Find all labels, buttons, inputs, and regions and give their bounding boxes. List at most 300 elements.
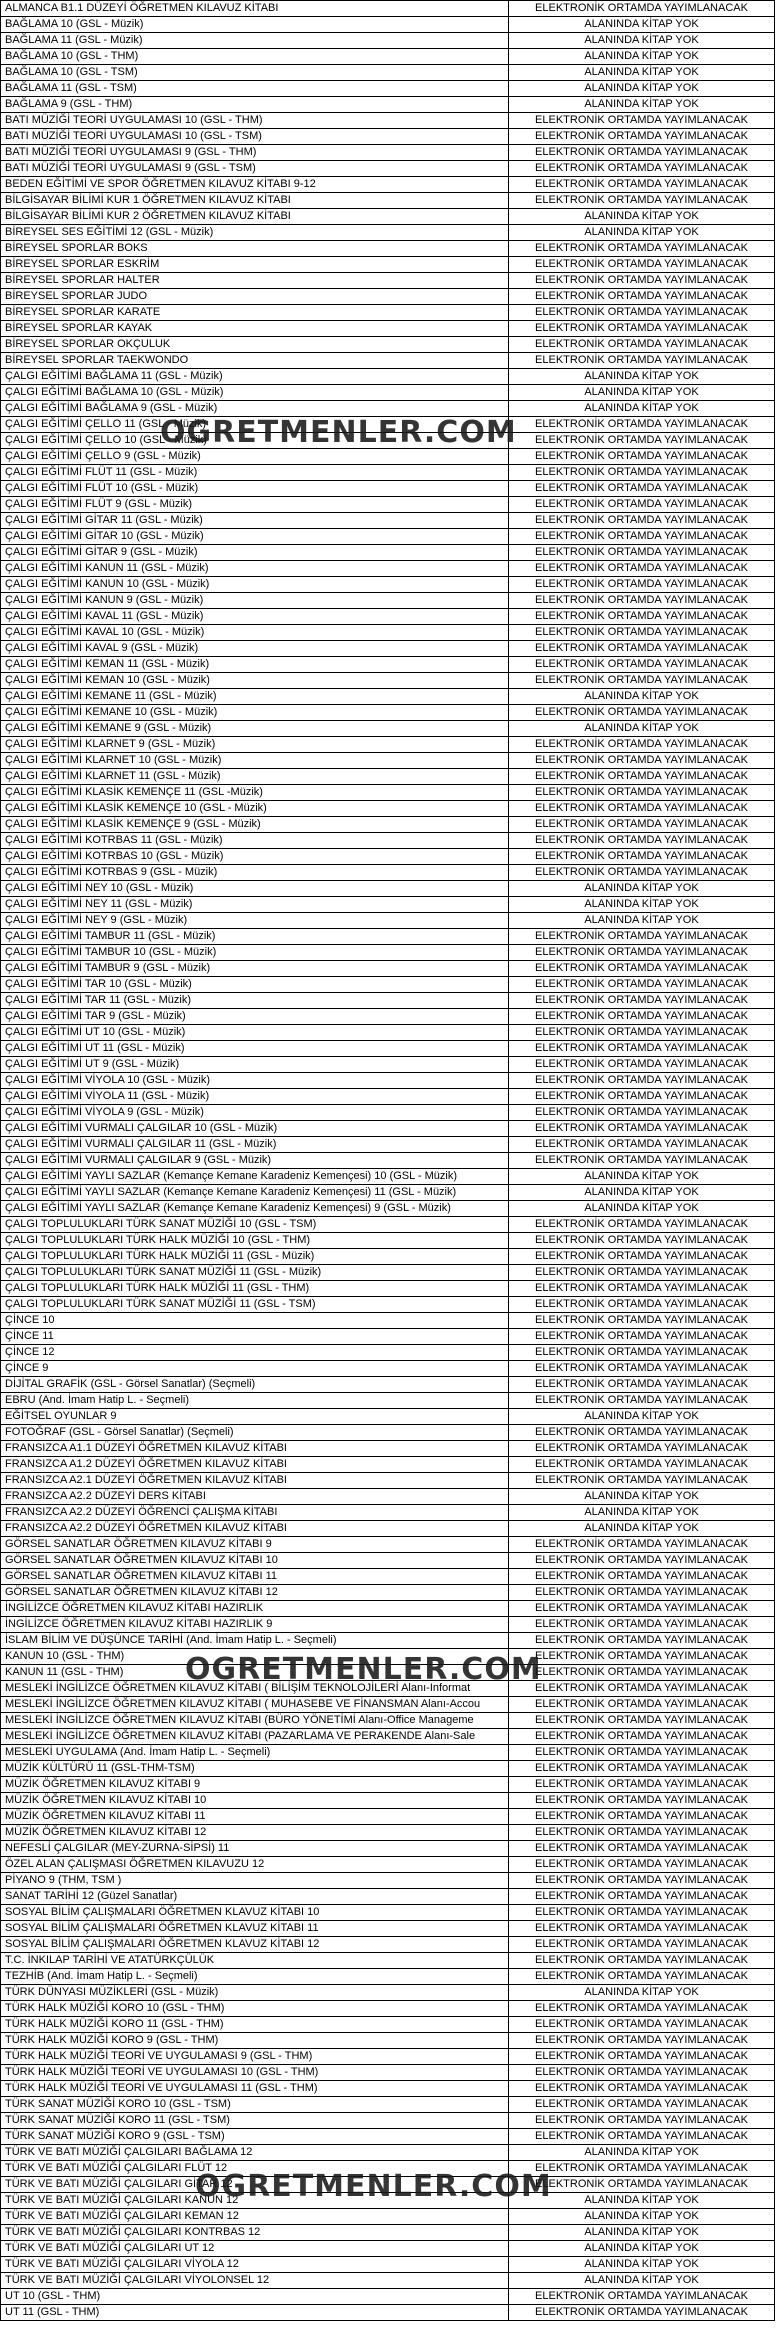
- status-cell: ALANINDA KİTAP YOK: [509, 2225, 775, 2241]
- table-row: [1, 1521, 775, 1537]
- table-row: [1, 753, 775, 769]
- book-title-cell: TÜRK SANAT MÜZİĞİ KORO 9 (GSL - TSM): [1, 2129, 509, 2145]
- book-title-cell: PİYANO 9 (THM, TSM ): [1, 1873, 509, 1889]
- status-cell: ELEKTRONİK ORTAMDA YAYIMLANACAK: [509, 193, 775, 209]
- book-title-cell: ÇALGI EĞİTİMİ FLÜT 9 (GSL - Müzik): [1, 497, 509, 513]
- book-title-cell: BATI MÜZİĞİ TEORİ UYGULAMASI 9 (GSL - THM): [1, 145, 509, 161]
- book-title-cell: BATI MÜZİĞİ TEORİ UYGULAMASI 9 (GSL - TSM): [1, 161, 509, 177]
- table-row: [1, 2129, 775, 2145]
- book-title-cell: FRANSIZCA A2.2 DÜZEYİ ÖĞRETMEN KILAVUZ KİTABI: [1, 1521, 509, 1537]
- book-title-cell: ÇALGI EĞİTİMİ KLASİK KEMENÇE 11 (GSL -Müzik): [1, 785, 509, 801]
- status-cell: ELEKTRONİK ORTAMDA YAYIMLANACAK: [509, 2177, 775, 2193]
- table-row: [1, 257, 775, 273]
- table-row: [1, 1569, 775, 1585]
- status-cell: ELEKTRONİK ORTAMDA YAYIMLANACAK: [509, 1377, 775, 1393]
- table-row: [1, 1057, 775, 1073]
- status-cell: ELEKTRONİK ORTAMDA YAYIMLANACAK: [509, 1617, 775, 1633]
- table-row: [1, 1953, 775, 1969]
- book-title-cell: ÇALGI EĞİTİMİ NEY 10 (GSL - Müzik): [1, 881, 509, 897]
- table-row: [1, 497, 775, 513]
- book-title-cell: İNGİLİZCE ÖĞRETMEN KILAVUZ KİTABI HAZIRLIK 9: [1, 1617, 509, 1633]
- table-row: [1, 145, 775, 161]
- table-row: [1, 1313, 775, 1329]
- status-cell: ELEKTRONİK ORTAMDA YAYIMLANACAK: [509, 113, 775, 129]
- status-cell: ELEKTRONİK ORTAMDA YAYIMLANACAK: [509, 1441, 775, 1457]
- table-row: [1, 673, 775, 689]
- table-row: [1, 977, 775, 993]
- table-row: [1, 1009, 775, 1025]
- status-cell: ALANINDA KİTAP YOK: [509, 65, 775, 81]
- table-row: [1, 577, 775, 593]
- table-row: [1, 1153, 775, 1169]
- table-row: [1, 913, 775, 929]
- status-cell: ELEKTRONİK ORTAMDA YAYIMLANACAK: [509, 1601, 775, 1617]
- book-title-cell: ÇALGI EĞİTİMİ UT 10 (GSL - Müzik): [1, 1025, 509, 1041]
- book-title-cell: ÇALGI EĞİTİMİ VİYOLA 9 (GSL - Müzik): [1, 1105, 509, 1121]
- table-row: [1, 401, 775, 417]
- table-row: [1, 801, 775, 817]
- status-cell: ELEKTRONİK ORTAMDA YAYIMLANACAK: [509, 129, 775, 145]
- table-body: [1, 1, 775, 2321]
- book-title-cell: TÜRK VE BATI MÜZİĞİ ÇALGILARI VİYOLA 12: [1, 2257, 509, 2273]
- status-cell: ALANINDA KİTAP YOK: [509, 2257, 775, 2273]
- table-row: [1, 1185, 775, 1201]
- status-cell: ELEKTRONİK ORTAMDA YAYIMLANACAK: [509, 1793, 775, 1809]
- table-row: [1, 273, 775, 289]
- table-row: [1, 2193, 775, 2209]
- book-title-cell: TÜRK VE BATI MÜZİĞİ ÇALGILARI UT 12: [1, 2241, 509, 2257]
- status-cell: ELEKTRONİK ORTAMDA YAYIMLANACAK: [509, 1905, 775, 1921]
- table-row: [1, 1233, 775, 1249]
- book-title-cell: ÇALGI EĞİTİMİ KEMANE 10 (GSL - Müzik): [1, 705, 509, 721]
- table-row: [1, 1169, 775, 1185]
- book-title-cell: ALMANCA B1.1 DÜZEYİ ÖĞRETMEN KILAVUZ KİTABI: [1, 1, 509, 17]
- book-title-cell: EĞİTSEL OYUNLAR 9: [1, 1409, 509, 1425]
- status-cell: ELEKTRONİK ORTAMDA YAYIMLANACAK: [509, 465, 775, 481]
- status-cell: ELEKTRONİK ORTAMDA YAYIMLANACAK: [509, 1777, 775, 1793]
- table-row: [1, 1537, 775, 1553]
- book-title-cell: ÇALGI EĞİTİMİ BAĞLAMA 11 (GSL - Müzik): [1, 369, 509, 385]
- status-cell: ELEKTRONİK ORTAMDA YAYIMLANACAK: [509, 1729, 775, 1745]
- table-row: [1, 481, 775, 497]
- status-cell: ELEKTRONİK ORTAMDA YAYIMLANACAK: [509, 1809, 775, 1825]
- table-row: [1, 849, 775, 865]
- status-cell: ELEKTRONİK ORTAMDA YAYIMLANACAK: [509, 1921, 775, 1937]
- status-cell: ALANINDA KİTAP YOK: [509, 721, 775, 737]
- book-title-cell: BATI MÜZİĞİ TEORİ UYGULAMASI 10 (GSL - THM): [1, 113, 509, 129]
- status-cell: ELEKTRONİK ORTAMDA YAYIMLANACAK: [509, 2017, 775, 2033]
- table-row: [1, 1137, 775, 1153]
- book-title-cell: TÜRK HALK MÜZİĞİ KORO 9 (GSL - THM): [1, 2033, 509, 2049]
- status-cell: ALANINDA KİTAP YOK: [509, 1985, 775, 2001]
- book-title-cell: BAĞLAMA 10 (GSL - THM): [1, 49, 509, 65]
- status-cell: ELEKTRONİK ORTAMDA YAYIMLANACAK: [509, 977, 775, 993]
- book-title-cell: TÜRK VE BATI MÜZİĞİ ÇALGILARI BAĞLAMA 12: [1, 2145, 509, 2161]
- table-row: [1, 1969, 775, 1985]
- status-cell: ELEKTRONİK ORTAMDA YAYIMLANACAK: [509, 609, 775, 625]
- table-row: [1, 385, 775, 401]
- table-row: [1, 561, 775, 577]
- table-row: [1, 2097, 775, 2113]
- table-row: [1, 65, 775, 81]
- status-cell: ELEKTRONİK ORTAMDA YAYIMLANACAK: [509, 1057, 775, 1073]
- status-cell: ELEKTRONİK ORTAMDA YAYIMLANACAK: [509, 2033, 775, 2049]
- book-title-cell: ÇALGI EĞİTİMİ KEMANE 9 (GSL - Müzik): [1, 721, 509, 737]
- book-title-cell: BAĞLAMA 10 (GSL - Müzik): [1, 17, 509, 33]
- table-row: [1, 1873, 775, 1889]
- book-title-cell: ÇALGI EĞİTİMİ VİYOLA 10 (GSL - Müzik): [1, 1073, 509, 1089]
- table-row: [1, 1, 775, 17]
- table-row: [1, 1041, 775, 1057]
- book-title-cell: ÇALGI EĞİTİMİ KOTRBAS 11 (GSL - Müzik): [1, 833, 509, 849]
- watermark: OGRETMENLER.COM: [160, 415, 517, 450]
- table-row: [1, 529, 775, 545]
- book-title-cell: BAĞLAMA 9 (GSL - THM): [1, 97, 509, 113]
- status-cell: ALANINDA KİTAP YOK: [509, 2145, 775, 2161]
- status-cell: ELEKTRONİK ORTAMDA YAYIMLANACAK: [509, 705, 775, 721]
- book-title-cell: ÇALGI EĞİTİMİ TAR 10 (GSL - Müzik): [1, 977, 509, 993]
- table-row: [1, 1825, 775, 1841]
- book-title-cell: TÜRK HALK MÜZİĞİ TEORİ VE UYGULAMASI 9 (GSL - THM): [1, 2049, 509, 2065]
- table-row: [1, 1697, 775, 1713]
- table-row: [1, 1361, 775, 1377]
- book-title-cell: KANUN 11 (GSL - THM): [1, 1665, 509, 1681]
- status-cell: ELEKTRONİK ORTAMDA YAYIMLANACAK: [509, 2305, 775, 2321]
- book-title-cell: MÜZİK ÖĞRETMEN KILAVUZ KİTABI 11: [1, 1809, 509, 1825]
- book-title-cell: ÇALGI TOPLULUKLARI TÜRK SANAT MÜZİĞİ 11 (GSL - TSM): [1, 1297, 509, 1313]
- book-title-cell: MÜZİK ÖĞRETMEN KILAVUZ KİTABI 9: [1, 1777, 509, 1793]
- book-title-cell: BAĞLAMA 11 (GSL - TSM): [1, 81, 509, 97]
- book-title-cell: SOSYAL BİLİM ÇALIŞMALARI ÖĞRETMEN KLAVUZ KİTABI 10: [1, 1905, 509, 1921]
- status-cell: ELEKTRONİK ORTAMDA YAYIMLANACAK: [509, 513, 775, 529]
- status-cell: ELEKTRONİK ORTAMDA YAYIMLANACAK: [509, 1585, 775, 1601]
- book-title-cell: ÇALGI EĞİTİMİ TAMBUR 11 (GSL - Müzik): [1, 929, 509, 945]
- status-cell: ELEKTRONİK ORTAMDA YAYIMLANACAK: [509, 2161, 775, 2177]
- book-title-cell: ÇALGI EĞİTİMİ ÇELLO 9 (GSL - Müzik): [1, 449, 509, 465]
- status-cell: ELEKTRONİK ORTAMDA YAYIMLANACAK: [509, 1297, 775, 1313]
- status-cell: ELEKTRONİK ORTAMDA YAYIMLANACAK: [509, 1361, 775, 1377]
- book-title-cell: MESLEKİ UYGULAMA (And. İmam Hatip L. - Seçmeli): [1, 1745, 509, 1761]
- table-row: [1, 593, 775, 609]
- status-cell: ELEKTRONİK ORTAMDA YAYIMLANACAK: [509, 1473, 775, 1489]
- status-cell: ALANINDA KİTAP YOK: [509, 49, 775, 65]
- status-cell: ELEKTRONİK ORTAMDA YAYIMLANACAK: [509, 433, 775, 449]
- table-row: [1, 769, 775, 785]
- status-cell: ELEKTRONİK ORTAMDA YAYIMLANACAK: [509, 1153, 775, 1169]
- status-cell: ELEKTRONİK ORTAMDA YAYIMLANACAK: [509, 2001, 775, 2017]
- status-cell: ELEKTRONİK ORTAMDA YAYIMLANACAK: [509, 1569, 775, 1585]
- table-row: [1, 177, 775, 193]
- book-title-cell: ÇALGI EĞİTİMİ BAĞLAMA 9 (GSL - Müzik): [1, 401, 509, 417]
- status-cell: ELEKTRONİK ORTAMDA YAYIMLANACAK: [509, 1025, 775, 1041]
- status-cell: ELEKTRONİK ORTAMDA YAYIMLANACAK: [509, 961, 775, 977]
- table-row: [1, 1841, 775, 1857]
- book-title-cell: TÜRK VE BATI MÜZİĞİ ÇALGILARI KEMAN 12: [1, 2209, 509, 2225]
- table-row: [1, 1505, 775, 1521]
- status-cell: ELEKTRONİK ORTAMDA YAYIMLANACAK: [509, 993, 775, 1009]
- status-cell: ALANINDA KİTAP YOK: [509, 1505, 775, 1521]
- status-cell: ELEKTRONİK ORTAMDA YAYIMLANACAK: [509, 1857, 775, 1873]
- book-title-cell: SOSYAL BİLİM ÇALIŞMALARI ÖĞRETMEN KLAVUZ KİTABI 11: [1, 1921, 509, 1937]
- book-title-cell: T.C. İNKILAP TARİHİ VE ATATÜRKÇÜLÜK: [1, 1953, 509, 1969]
- table-row: [1, 2017, 775, 2033]
- status-cell: ELEKTRONİK ORTAMDA YAYIMLANACAK: [509, 865, 775, 881]
- book-title-cell: ÇALGI EĞİTİMİ KEMAN 10 (GSL - Müzik): [1, 673, 509, 689]
- status-cell: ALANINDA KİTAP YOK: [509, 2273, 775, 2289]
- table-row: [1, 2113, 775, 2129]
- table-row: [1, 1105, 775, 1121]
- table-row: [1, 2273, 775, 2289]
- status-cell: ELEKTRONİK ORTAMDA YAYIMLANACAK: [509, 1537, 775, 1553]
- table-row: [1, 2001, 775, 2017]
- table-row: [1, 513, 775, 529]
- book-title-cell: BİREYSEL SPORLAR KAYAK: [1, 321, 509, 337]
- status-cell: ELEKTRONİK ORTAMDA YAYIMLANACAK: [509, 785, 775, 801]
- status-cell: ELEKTRONİK ORTAMDA YAYIMLANACAK: [509, 1009, 775, 1025]
- status-cell: ELEKTRONİK ORTAMDA YAYIMLANACAK: [509, 1697, 775, 1713]
- book-title-cell: KANUN 10 (GSL - THM): [1, 1649, 509, 1665]
- book-title-cell: ÇİNCE 10: [1, 1313, 509, 1329]
- status-cell: ALANINDA KİTAP YOK: [509, 209, 775, 225]
- book-title-cell: BATI MÜZİĞİ TEORİ UYGULAMASI 10 (GSL - TSM): [1, 129, 509, 145]
- status-cell: ELEKTRONİK ORTAMDA YAYIMLANACAK: [509, 1665, 775, 1681]
- table-row: [1, 929, 775, 945]
- table-row: [1, 33, 775, 49]
- book-title-cell: ÇALGI EĞİTİMİ TAMBUR 9 (GSL - Müzik): [1, 961, 509, 977]
- book-title-cell: ÇALGI EĞİTİMİ BAĞLAMA 10 (GSL - Müzik): [1, 385, 509, 401]
- table-row: [1, 945, 775, 961]
- status-cell: ELEKTRONİK ORTAMDA YAYIMLANACAK: [509, 2097, 775, 2113]
- book-title-cell: ÇALGI EĞİTİMİ ÇELLO 10 (GSL - Müzik): [1, 433, 509, 449]
- book-title-cell: ÇALGI EĞİTİMİ KANUN 9 (GSL - Müzik): [1, 593, 509, 609]
- book-title-cell: ÇALGI EĞİTİMİ GİTAR 10 (GSL - Müzik): [1, 529, 509, 545]
- book-title-cell: BİREYSEL SPORLAR TAEKWONDO: [1, 353, 509, 369]
- book-title-cell: ÇALGI EĞİTİMİ VURMALI ÇALGILAR 9 (GSL - Müzik): [1, 1153, 509, 1169]
- table-row: [1, 737, 775, 753]
- book-title-cell: BİREYSEL SPORLAR JUDO: [1, 289, 509, 305]
- table-row: [1, 289, 775, 305]
- table-row: [1, 2305, 775, 2321]
- book-title-cell: ÇALGI EĞİTİMİ YAYLI SAZLAR (Kemançe Kemane Karadeniz Kemençesi) 10 (GSL - Müzik): [1, 1169, 509, 1185]
- book-title-cell: ÇALGI EĞİTİMİ TAR 9 (GSL - Müzik): [1, 1009, 509, 1025]
- book-title-cell: BİREYSEL SPORLAR ESKRİM: [1, 257, 509, 273]
- status-cell: ALANINDA KİTAP YOK: [509, 1409, 775, 1425]
- status-cell: ELEKTRONİK ORTAMDA YAYIMLANACAK: [509, 481, 775, 497]
- table-row: [1, 1089, 775, 1105]
- book-title-cell: MÜZİK ÖĞRETMEN KILAVUZ KİTABI 10: [1, 1793, 509, 1809]
- status-cell: ALANINDA KİTAP YOK: [509, 1185, 775, 1201]
- book-title-cell: ÇALGI EĞİTİMİ KANUN 10 (GSL - Müzik): [1, 577, 509, 593]
- book-title-cell: BİLGİSAYAR BİLİMİ KUR 1 ÖĞRETMEN KILAVUZ KİTABI: [1, 193, 509, 209]
- table-row: [1, 2033, 775, 2049]
- status-cell: ALANINDA KİTAP YOK: [509, 2241, 775, 2257]
- status-cell: ELEKTRONİK ORTAMDA YAYIMLANACAK: [509, 1553, 775, 1569]
- table-row: [1, 865, 775, 881]
- table-row: [1, 1281, 775, 1297]
- status-cell: ELEKTRONİK ORTAMDA YAYIMLANACAK: [509, 1969, 775, 1985]
- status-cell: ELEKTRONİK ORTAMDA YAYIMLANACAK: [509, 1121, 775, 1137]
- status-cell: ELEKTRONİK ORTAMDA YAYIMLANACAK: [509, 305, 775, 321]
- table-row: [1, 1889, 775, 1905]
- book-title-cell: ÇALGI EĞİTİMİ KLARNET 10 (GSL - Müzik): [1, 753, 509, 769]
- book-title-cell: ÇALGI EĞİTİMİ UT 9 (GSL - Müzik): [1, 1057, 509, 1073]
- status-cell: ELEKTRONİK ORTAMDA YAYIMLANACAK: [509, 1105, 775, 1121]
- book-title-cell: TÜRK VE BATI MÜZİĞİ ÇALGILARI KANUN 12: [1, 2193, 509, 2209]
- status-cell: ELEKTRONİK ORTAMDA YAYIMLANACAK: [509, 2065, 775, 2081]
- table-row: [1, 1297, 775, 1313]
- status-cell: ELEKTRONİK ORTAMDA YAYIMLANACAK: [509, 529, 775, 545]
- book-title-cell: BİREYSEL SPORLAR HALTER: [1, 273, 509, 289]
- book-title-cell: ÇALGI EĞİTİMİ VURMALI ÇALGILAR 10 (GSL - Müzik): [1, 1121, 509, 1137]
- status-cell: ELEKTRONİK ORTAMDA YAYIMLANACAK: [509, 1649, 775, 1665]
- book-title-cell: GÖRSEL SANATLAR ÖĞRETMEN KILAVUZ KİTABI 10: [1, 1553, 509, 1569]
- status-cell: ELEKTRONİK ORTAMDA YAYIMLANACAK: [509, 1841, 775, 1857]
- book-title-cell: TEZHİB (And. İmam Hatip L. - Seçmeli): [1, 1969, 509, 1985]
- table-row: [1, 353, 775, 369]
- table-row: [1, 1121, 775, 1137]
- table-row: [1, 1745, 775, 1761]
- status-cell: ELEKTRONİK ORTAMDA YAYIMLANACAK: [509, 161, 775, 177]
- book-title-cell: MÜZİK ÖĞRETMEN KILAVUZ KİTABI 12: [1, 1825, 509, 1841]
- table-row: [1, 417, 775, 433]
- book-title-cell: ÇALGI TOPLULUKLARI TÜRK HALK MÜZİĞİ 11 (GSL - THM): [1, 1281, 509, 1297]
- table-row: [1, 1937, 775, 1953]
- table-row: [1, 2257, 775, 2273]
- book-title-cell: EBRU (And. İmam Hatip L. - Seçmeli): [1, 1393, 509, 1409]
- table-row: [1, 2145, 775, 2161]
- book-title-cell: ÇALGI TOPLULUKLARI TÜRK HALK MÜZİĞİ 10 (GSL - THM): [1, 1233, 509, 1249]
- table-row: [1, 609, 775, 625]
- book-title-cell: MESLEKİ İNGİLİZCE ÖĞRETMEN KILAVUZ KİTABI ( BİLİŞİM TEKNOLOJİLERİ Alanı-Informat: [1, 1681, 509, 1697]
- status-cell: ELEKTRONİK ORTAMDA YAYIMLANACAK: [509, 1137, 775, 1153]
- table-row: [1, 1393, 775, 1409]
- watermark: OGRETMENLER.COM: [195, 2169, 552, 2204]
- book-title-cell: ÇALGI TOPLULUKLARI TÜRK SANAT MÜZİĞİ 10 (GSL - TSM): [1, 1217, 509, 1233]
- book-title-cell: TÜRK SANAT MÜZİĞİ KORO 10 (GSL - TSM): [1, 2097, 509, 2113]
- status-cell: ELEKTRONİK ORTAMDA YAYIMLANACAK: [509, 945, 775, 961]
- status-cell: ELEKTRONİK ORTAMDA YAYIMLANACAK: [509, 1873, 775, 1889]
- table-row: [1, 1601, 775, 1617]
- book-title-cell: ÇALGI EĞİTİMİ ÇELLO 11 (GSL - Müzik): [1, 417, 509, 433]
- status-cell: ELEKTRONİK ORTAMDA YAYIMLANACAK: [509, 1, 775, 17]
- book-title-cell: BAĞLAMA 10 (GSL - TSM): [1, 65, 509, 81]
- table-row: [1, 785, 775, 801]
- status-cell: ELEKTRONİK ORTAMDA YAYIMLANACAK: [509, 145, 775, 161]
- table-row: [1, 657, 775, 673]
- table-row: [1, 2241, 775, 2257]
- book-title-cell: ÇİNCE 11: [1, 1329, 509, 1345]
- book-title-cell: TÜRK DÜNYASI MÜZİKLERİ (GSL - Müzik): [1, 1985, 509, 2001]
- status-cell: ELEKTRONİK ORTAMDA YAYIMLANACAK: [509, 817, 775, 833]
- book-title-cell: BİREYSEL SPORLAR OKÇULUK: [1, 337, 509, 353]
- status-cell: ELEKTRONİK ORTAMDA YAYIMLANACAK: [509, 545, 775, 561]
- book-title-cell: ÇALGI EĞİTİMİ KLASİK KEMENÇE 10 (GSL - Müzik): [1, 801, 509, 817]
- status-cell: ELEKTRONİK ORTAMDA YAYIMLANACAK: [509, 1825, 775, 1841]
- book-title-cell: ÇALGI EĞİTİMİ KLASİK KEMENÇE 9 (GSL - Müzik): [1, 817, 509, 833]
- book-title-cell: UT 10 (GSL - THM): [1, 2289, 509, 2305]
- table-row: [1, 1649, 775, 1665]
- status-cell: ELEKTRONİK ORTAMDA YAYIMLANACAK: [509, 1329, 775, 1345]
- table-row: [1, 1201, 775, 1217]
- table-row: [1, 1457, 775, 1473]
- book-title-cell: MÜZİK KÜLTÜRÜ 11 (GSL-THM-TSM): [1, 1761, 509, 1777]
- book-title-cell: BİREYSEL SPORLAR KARATE: [1, 305, 509, 321]
- table-row: [1, 1553, 775, 1569]
- book-title-cell: GÖRSEL SANATLAR ÖĞRETMEN KILAVUZ KİTABI 11: [1, 1569, 509, 1585]
- status-cell: ALANINDA KİTAP YOK: [509, 385, 775, 401]
- status-cell: ALANINDA KİTAP YOK: [509, 225, 775, 241]
- status-cell: ALANINDA KİTAP YOK: [509, 913, 775, 929]
- book-title-cell: ÇALGI EĞİTİMİ YAYLI SAZLAR (Kemançe Kemane Karadeniz Kemençesi) 9 (GSL - Müzik): [1, 1201, 509, 1217]
- status-cell: ELEKTRONİK ORTAMDA YAYIMLANACAK: [509, 769, 775, 785]
- status-cell: ELEKTRONİK ORTAMDA YAYIMLANACAK: [509, 849, 775, 865]
- table-row: [1, 113, 775, 129]
- status-cell: ELEKTRONİK ORTAMDA YAYIMLANACAK: [509, 1953, 775, 1969]
- status-cell: ELEKTRONİK ORTAMDA YAYIMLANACAK: [509, 337, 775, 353]
- status-cell: ELEKTRONİK ORTAMDA YAYIMLANACAK: [509, 321, 775, 337]
- table-row: [1, 241, 775, 257]
- book-title-cell: ÖZEL ALAN ÇALIŞMASI ÖĞRETMEN KILAVUZU 12: [1, 1857, 509, 1873]
- table-row: [1, 209, 775, 225]
- book-title-cell: DİJİTAL GRAFİK (GSL - Görsel Sanatlar) (Seçmeli): [1, 1377, 509, 1393]
- book-title-cell: SANAT TARİHİ 12 (Güzel Sanatlar): [1, 1889, 509, 1905]
- book-title-cell: BİREYSEL SES EĞİTİMİ 12 (GSL - Müzik): [1, 225, 509, 241]
- book-title-cell: ÇALGI TOPLULUKLARI TÜRK HALK MÜZİĞİ 11 (GSL - Müzik): [1, 1249, 509, 1265]
- table-row: [1, 721, 775, 737]
- book-title-cell: TÜRK VE BATI MÜZİĞİ ÇALGILARI GİTAR 12: [1, 2177, 509, 2193]
- table-row: [1, 1713, 775, 1729]
- table-row: [1, 833, 775, 849]
- status-cell: ELEKTRONİK ORTAMDA YAYIMLANACAK: [509, 2113, 775, 2129]
- table-row: [1, 161, 775, 177]
- table-row: [1, 1793, 775, 1809]
- table-row: [1, 689, 775, 705]
- book-title-cell: İNGİLİZCE ÖĞRETMEN KILAVUZ KİTABI HAZIRLIK: [1, 1601, 509, 1617]
- status-cell: ELEKTRONİK ORTAMDA YAYIMLANACAK: [509, 737, 775, 753]
- book-title-cell: ÇALGI EĞİTİMİ VİYOLA 11 (GSL - Müzik): [1, 1089, 509, 1105]
- status-cell: ELEKTRONİK ORTAMDA YAYIMLANACAK: [509, 1937, 775, 1953]
- table-row: [1, 1489, 775, 1505]
- status-cell: ALANINDA KİTAP YOK: [509, 81, 775, 97]
- status-cell: ELEKTRONİK ORTAMDA YAYIMLANACAK: [509, 1073, 775, 1089]
- status-cell: ELEKTRONİK ORTAMDA YAYIMLANACAK: [509, 289, 775, 305]
- book-title-cell: ÇALGI EĞİTİMİ KOTRBAS 9 (GSL - Müzik): [1, 865, 509, 881]
- book-title-cell: ÇALGI EĞİTİMİ YAYLI SAZLAR (Kemançe Kemane Karadeniz Kemençesi) 11 (GSL - Müzik): [1, 1185, 509, 1201]
- book-title-cell: FOTOĞRAF (GSL - Görsel Sanatlar) (Seçmeli): [1, 1425, 509, 1441]
- book-title-cell: TÜRK VE BATI MÜZİĞİ ÇALGILARI KONTRBAS 12: [1, 2225, 509, 2241]
- table-row: [1, 129, 775, 145]
- status-cell: ELEKTRONİK ORTAMDA YAYIMLANACAK: [509, 1089, 775, 1105]
- table-row: [1, 897, 775, 913]
- table-row: [1, 1585, 775, 1601]
- status-cell: ALANINDA KİTAP YOK: [509, 2209, 775, 2225]
- table-row: [1, 1073, 775, 1089]
- status-cell: ELEKTRONİK ORTAMDA YAYIMLANACAK: [509, 593, 775, 609]
- book-title-cell: TÜRK VE BATI MÜZİĞİ ÇALGILARI VİYOLONSEL 12: [1, 2273, 509, 2289]
- book-title-cell: MESLEKİ İNGİLİZCE ÖĞRETMEN KILAVUZ KİTABI (BÜRO YÖNETİMİ Alanı-Office Manageme: [1, 1713, 509, 1729]
- table-row: [1, 881, 775, 897]
- table-row: [1, 465, 775, 481]
- status-cell: ELEKTRONİK ORTAMDA YAYIMLANACAK: [509, 929, 775, 945]
- table-row: [1, 2065, 775, 2081]
- table-row: [1, 1425, 775, 1441]
- status-cell: ELEKTRONİK ORTAMDA YAYIMLANACAK: [509, 1889, 775, 1905]
- book-title-cell: TÜRK HALK MÜZİĞİ TEORİ VE UYGULAMASI 10 (GSL - THM): [1, 2065, 509, 2081]
- status-cell: ELEKTRONİK ORTAMDA YAYIMLANACAK: [509, 753, 775, 769]
- status-cell: ELEKTRONİK ORTAMDA YAYIMLANACAK: [509, 641, 775, 657]
- table-row: [1, 1681, 775, 1697]
- table-row: [1, 993, 775, 1009]
